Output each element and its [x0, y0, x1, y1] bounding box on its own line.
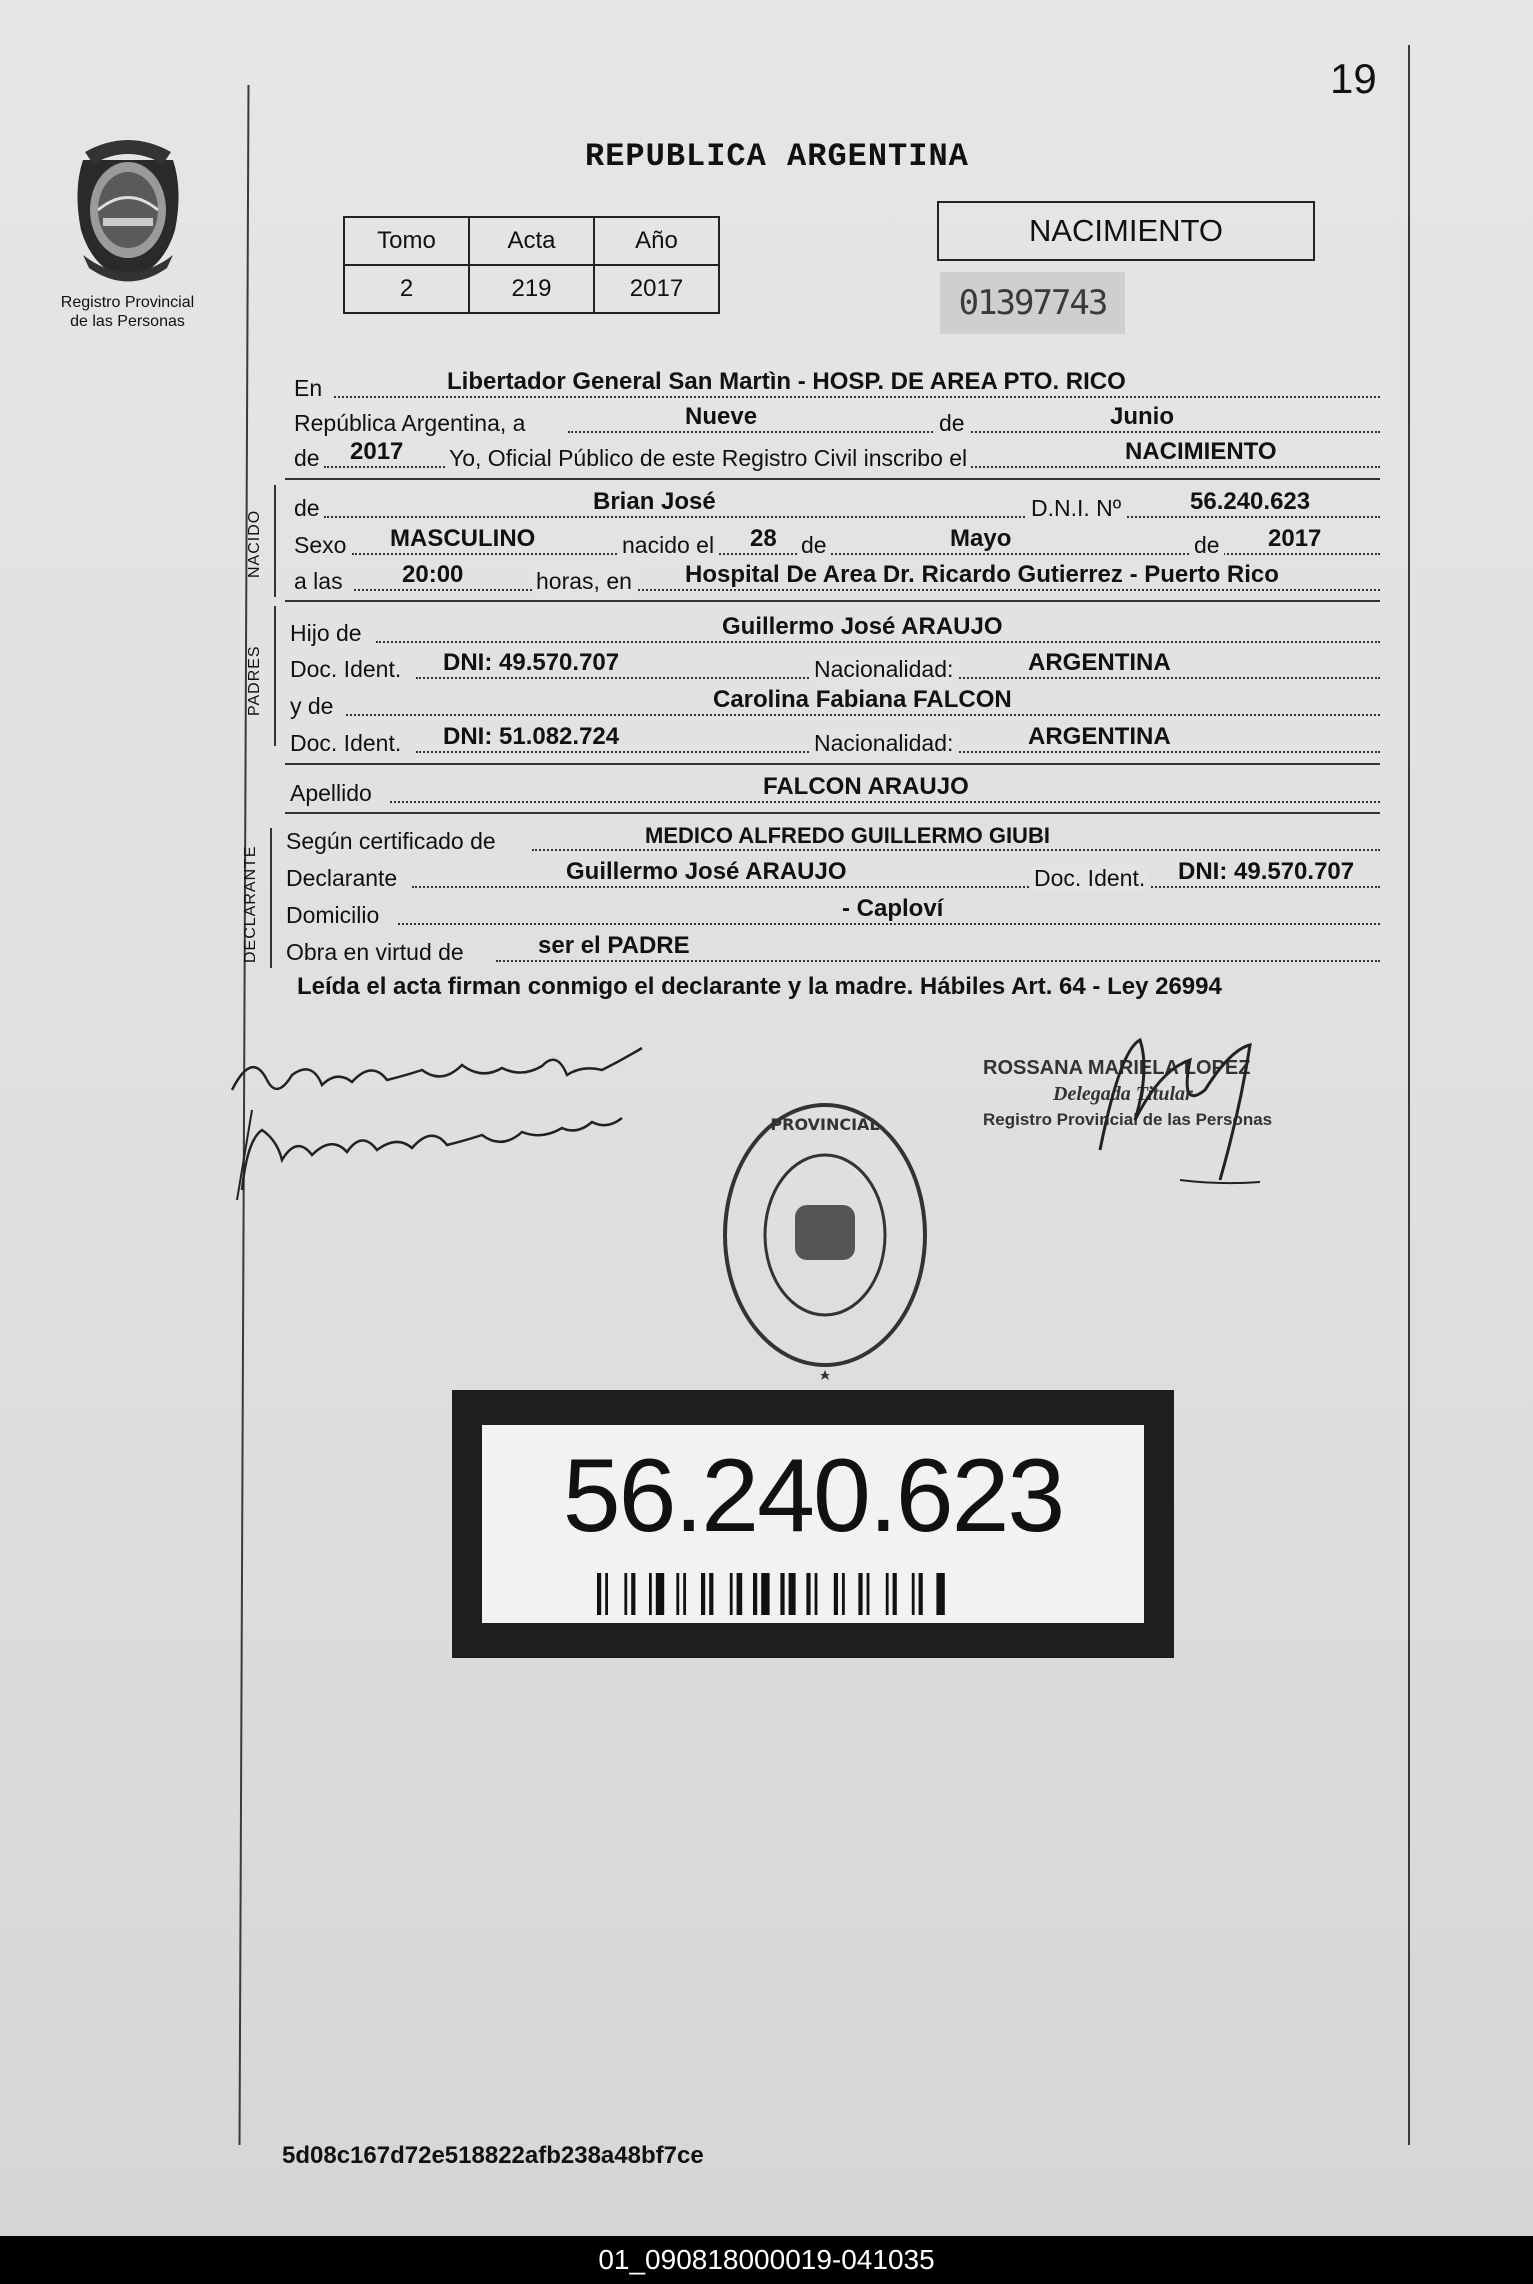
barcode-bar	[683, 1573, 686, 1615]
closing-note: Leída el acta firman conmigo el declarante y la madre. Hábiles Art. 64 - Ley 26994	[297, 973, 1222, 1000]
barcode-bar	[605, 1573, 608, 1615]
father-row: Hijo de Guillermo José ARAUJO	[290, 615, 1380, 647]
id-label-card	[452, 1390, 1174, 1658]
address-value: - Caploví	[842, 895, 944, 922]
barcode-bar	[709, 1573, 713, 1615]
footer-filename: 01_090818000019-041035	[0, 2236, 1533, 2284]
birth-place-value: Hospital De Area Dr. Ricardo Gutierrez - Puerto Rico	[685, 561, 1279, 588]
official-name: ROSSANA MARIELA LOPEZ	[983, 1057, 1251, 1079]
page-number: 19	[1330, 55, 1377, 102]
father-nationality-value: ARGENTINA	[1028, 649, 1171, 676]
serial-number: 01397743	[940, 272, 1125, 334]
official-role: Delegada Titular	[1053, 1083, 1193, 1105]
tomo-header: Tomo	[344, 217, 469, 265]
barcode-bar	[867, 1573, 870, 1615]
surname-row: Apellido FALCON ARAUJO	[290, 775, 1380, 807]
declarant-doc-value: DNI: 49.570.707	[1178, 858, 1355, 885]
mother-doc-row: Doc. Ident. DNI: 51.082.724 Nacionalidad: ARGENTINA	[290, 725, 1380, 757]
certificate-row: Según certificado de MEDICO ALFREDO GUILLERMO GIUBI	[290, 823, 1380, 855]
tomo-acta-table	[343, 216, 720, 314]
barcode-bar	[858, 1573, 862, 1615]
surname-value: FALCON ARAUJO	[763, 773, 969, 800]
svg-text:PROVINCIAL: PROVINCIAL	[770, 1115, 880, 1134]
barcode-bar	[649, 1573, 652, 1615]
acta-value: 219	[469, 265, 594, 313]
record-type-box: NACIMIENTO	[937, 201, 1315, 261]
barcode-bar	[789, 1573, 796, 1615]
official-signature	[1080, 1030, 1280, 1200]
reason-value: ser el PADRE	[538, 932, 690, 959]
year-row: de 2017 Yo, Oficial Público de este Registro Civil inscribo el NACIMIENTO	[290, 440, 1380, 472]
birth-time-value: 20:00	[402, 561, 464, 588]
act-type-value: NACIMIENTO	[1125, 438, 1277, 465]
month-value: Junio	[1110, 403, 1174, 430]
registry-logo	[40, 130, 215, 331]
barcode-bar	[842, 1573, 845, 1615]
document-title: REPUBLICA ARGENTINA	[585, 138, 969, 175]
certificate-value: MEDICO ALFREDO GUILLERMO GIUBI	[645, 823, 1050, 848]
year-value: 2017	[350, 438, 404, 465]
place-value: Libertador General San Martìn - HOSP. DE AREA PTO. RICO	[447, 368, 1126, 395]
document-page: 19 Registro Provincial de las Personas REPUBLICA ARGENTINA Tomo Acta Año 2 219 2017 NACIMIENTO 01397743 En Libertador General San Martìn - HOSP. DE AREA PTO. RICO República Argentina, a Nueve de Junio de 2017 Yo, Oficial Público de este Registro Civil inscribo el NACIMIENTO NACIDO de Brian José D.N.I. Nº 56.240.623 Sexo MASCULINO nacido el 28 de Mayo de 2017 a las 20:00 horas, en Hospital De Area Dr. Ricardo Gutierrez - Puerto Rico PADRES Hijo de Guillermo José ARAUJO Doc. Ident. DNI: 49.570.707 Nacionalidad: ARGENTINA y de Carolina Fabiana FALCON Doc. Ident. DNI: 51.082.724 Nacionalidad: ARGENTINA Apellido FALCON ARAUJO DECLARANTE Según certificado de MEDICO ALFREDO GUILLERMO GIUBI Declarante Guillermo José ARAUJO Doc. Ident. DNI: 49.570.707 Domicilio - Caploví Obra en virtud de ser el PADRE Leída el acta firman conmigo el declarante y la madre. Hábiles Art. 64 - Ley 26994 ROSSANA MARIELA LOPEZ Delegada Titular Registro Provincial de las Personas PROVINCIAL 56.240.623 5d08c167d72e518822afb238a48bf7ce	[0, 0, 1533, 2236]
barcode-bar	[936, 1573, 944, 1615]
mother-nationality-value: ARGENTINA	[1028, 723, 1171, 750]
child-dni-value: 56.240.623	[1190, 488, 1311, 515]
birth-day-value: 28	[750, 525, 777, 552]
id-label-number: 56.240.623	[562, 1438, 1064, 1554]
declarant-row: Declarante Guillermo José ARAUJO Doc. Ident. DNI: 49.570.707	[290, 860, 1380, 892]
provincial-seal-icon	[63, 130, 193, 285]
birth-year-value: 2017	[1268, 525, 1322, 552]
sex-birth-row: Sexo MASCULINO nacido el 28 de Mayo de 2017	[290, 527, 1380, 559]
barcode-bar	[815, 1573, 818, 1615]
mother-doc-value: DNI: 51.082.724	[443, 723, 620, 750]
barcode-bar	[737, 1573, 743, 1615]
child-name-value: Brian José	[593, 488, 716, 515]
barcode-bar	[656, 1573, 664, 1615]
address-row: Domicilio - Caploví	[290, 897, 1380, 929]
barcode-icon	[597, 1573, 1029, 1615]
barcode-bar	[753, 1573, 757, 1615]
reason-row: Obra en virtud de ser el PADRE	[290, 934, 1380, 966]
anio-value: 2017	[594, 265, 719, 313]
time-place-row: a las 20:00 horas, en Hospital De Area Dr. Ricardo Gutierrez - Puerto Rico	[290, 563, 1380, 595]
date-row: República Argentina, a Nueve de Junio	[290, 405, 1380, 437]
tomo-value: 2	[344, 265, 469, 313]
child-name-row: de Brian José D.N.I. Nº 56.240.623	[290, 490, 1380, 522]
barcode-bar	[893, 1573, 897, 1615]
mother-row: y de Carolina Fabiana FALCON	[290, 688, 1380, 720]
day-value: Nueve	[685, 403, 758, 430]
acta-header: Acta	[469, 217, 594, 265]
barcode-bar	[701, 1573, 705, 1615]
barcode-bar	[834, 1573, 838, 1615]
barcode-bar	[886, 1573, 889, 1615]
birth-month-value: Mayo	[950, 525, 1012, 552]
barcode-bar	[676, 1573, 679, 1615]
document-hash: 5d08c167d72e518822afb238a48bf7ce	[282, 2142, 704, 2169]
barcode-bar	[761, 1573, 769, 1615]
logo-caption-2: de las Personas	[70, 313, 185, 330]
declarant-name-value: Guillermo José ARAUJO	[566, 858, 847, 885]
logo-caption-1: Registro Provincial	[60, 294, 195, 311]
barcode-bar	[624, 1573, 627, 1615]
father-name-value: Guillermo José ARAUJO	[722, 613, 1003, 640]
barcode-bar	[597, 1573, 601, 1615]
official-office: Registro Provincial de las Personas	[983, 1110, 1273, 1129]
mother-name-value: Carolina Fabiana FALCON	[713, 686, 1012, 713]
father-doc-value: DNI: 49.570.707	[443, 649, 620, 676]
handwritten-signatures	[222, 1040, 672, 1210]
anio-header: Año	[594, 217, 719, 265]
barcode-bar	[912, 1573, 915, 1615]
barcode-bar	[730, 1573, 733, 1615]
barcode-bar	[780, 1573, 784, 1615]
right-margin-line	[1408, 45, 1410, 2145]
barcode-bar	[806, 1573, 810, 1615]
sex-value: MASCULINO	[390, 525, 536, 552]
registry-stamp	[710, 1065, 950, 1395]
father-doc-row: Doc. Ident. DNI: 49.570.707 Nacionalidad: ARGENTINA	[290, 651, 1380, 683]
place-row: En Libertador General San Martìn - HOSP. DE AREA PTO. RICO	[290, 370, 1380, 402]
barcode-bar	[919, 1573, 923, 1615]
barcode-bar	[631, 1573, 635, 1615]
